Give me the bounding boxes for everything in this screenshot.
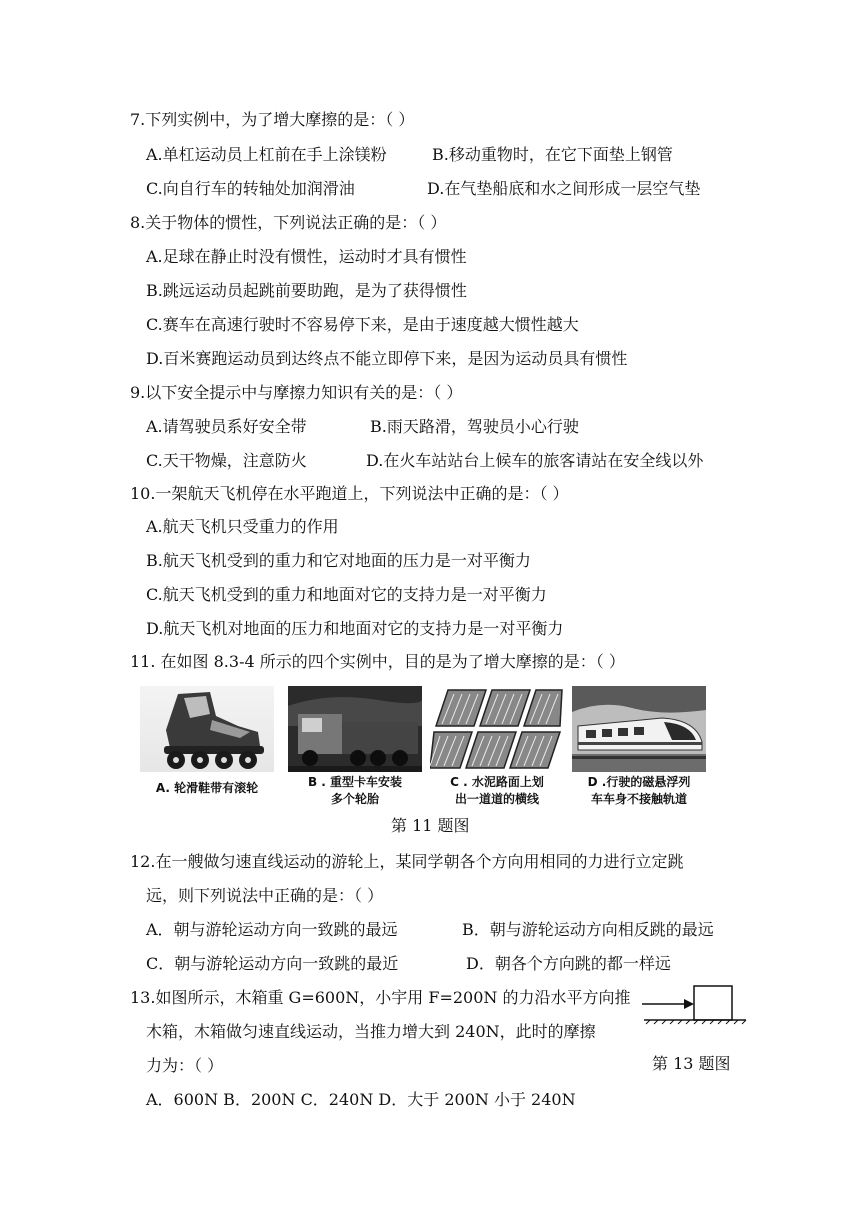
q11-image-strip [140, 686, 706, 810]
q11-panel-d-caption-1: D .行驶的磁悬浮列 [587, 775, 691, 789]
q8-stem: 8.关于物体的惯性，下列说法正确的是：（ ） [130, 213, 447, 232]
q11-panel-a-caption: A. 轮滑鞋带有滚轮 [155, 781, 259, 795]
q12-option-b: B．朝与游轮运动方向相反跳的最远 [462, 920, 714, 939]
q12-option-d: D．朝各个方向跳的都一样远 [466, 954, 671, 973]
q13-stem-line-2: 木箱，木箱做匀速直线运动，当推力增大到 240N，此时的摩擦 [146, 1022, 596, 1041]
q8-option-a: A.足球在静止时没有惯性，运动时才具有惯性 [146, 247, 467, 266]
q8-option-c: C.赛车在高速行驶时不容易停下来，是由于速度越大惯性越大 [146, 315, 579, 334]
q7-option-c: C.向自行车的转轴处加润滑油 [146, 179, 355, 198]
q10-option-b: B.航天飞机受到的重力和它对地面的压力是一对平衡力 [146, 551, 531, 570]
q11-panel-d-caption-2: 车车身不接触轨道 [590, 792, 687, 806]
maglev-train-image [572, 686, 706, 772]
q12-stem-line-1: 12.在一艘做匀速直线运动的游轮上，某同学朝各个方向用相同的力进行立定跳 [130, 852, 684, 871]
q7-option-d: D.在气垫船底和水之间形成一层空气垫 [427, 179, 701, 198]
q10-option-c: C.航天飞机受到的重力和地面对它的支持力是一对平衡力 [146, 585, 547, 604]
q11-panel-b-caption-2: 多个轮胎 [330, 792, 379, 806]
q11-panel-a [140, 686, 274, 810]
q11-panel-c-caption-1: C . 水泥路面上划 [450, 775, 544, 789]
inline-skate-image [140, 686, 274, 772]
q8-option-d: D.百米赛跑运动员到达终点不能立即停下来，是因为运动员具有惯性 [146, 349, 628, 368]
q13-box-push-diagram [642, 982, 752, 1026]
q13-stem-line-3: 力为：（ ） [146, 1056, 224, 1075]
q10-stem: 10.一架航天飞机停在水平跑道上，下列说法中正确的是：（ ） [130, 484, 569, 503]
q11-panel-c [430, 686, 564, 810]
q7-option-b: B.移动重物时，在它下面垫上钢管 [432, 145, 673, 164]
q12-option-c: C．朝与游轮运动方向一致跳的最近 [146, 954, 399, 973]
q9-option-c: C.天干物燥，注意防火 [146, 451, 307, 470]
q11-panel-b-caption-1: B . 重型卡车安装 [307, 775, 403, 789]
grooved-road-image [430, 686, 564, 772]
q10-option-a: A.航天飞机只受重力的作用 [146, 517, 339, 536]
q10-option-d: D.航天飞机对地面的压力和地面对它的支持力是一对平衡力 [146, 619, 564, 638]
q11-panel-c-caption-2: 出一道道的横线 [454, 792, 539, 806]
q9-option-d: D.在火车站站台上候车的旅客请站在安全线以外 [366, 451, 704, 470]
q12-stem-line-2: 远，则下列说法中正确的是：（ ） [146, 886, 384, 905]
q12-option-a: A．朝与游轮运动方向一致跳的最远 [146, 920, 398, 939]
q7-option-a: A.单杠运动员上杠前在手上涂镁粉 [146, 145, 387, 164]
q9-stem: 9.以下安全提示中与摩擦力知识有关的是：（ ） [130, 383, 463, 402]
q11-panel-b [288, 686, 422, 810]
q11-figure-caption: 第 11 题图 [391, 816, 470, 835]
heavy-truck-image [288, 686, 422, 772]
q13-options: A．600N B．200N C．240N D．大于 200N 小于 240N [146, 1090, 576, 1109]
q13-figure-caption: 第 13 题图 [652, 1054, 731, 1073]
q9-option-b: B.雨天路滑，驾驶员小心行驶 [370, 417, 579, 436]
q11-panel-d [572, 686, 706, 810]
q9-option-a: A.请驾驶员系好安全带 [146, 417, 307, 436]
q8-option-b: B.跳远运动员起跳前要助跑，是为了获得惯性 [146, 281, 467, 300]
q13-stem-line-1: 13.如图所示，木箱重 G=600N，小宇用 F=200N 的力沿水平方向推 [130, 988, 631, 1007]
q7-stem: 7.下列实例中，为了增大摩擦的是：（ ） [130, 110, 415, 129]
q11-stem: 11. 在如图 8.3-4 所示的四个实例中，目的是为了增大摩擦的是：（ ） [130, 652, 625, 671]
